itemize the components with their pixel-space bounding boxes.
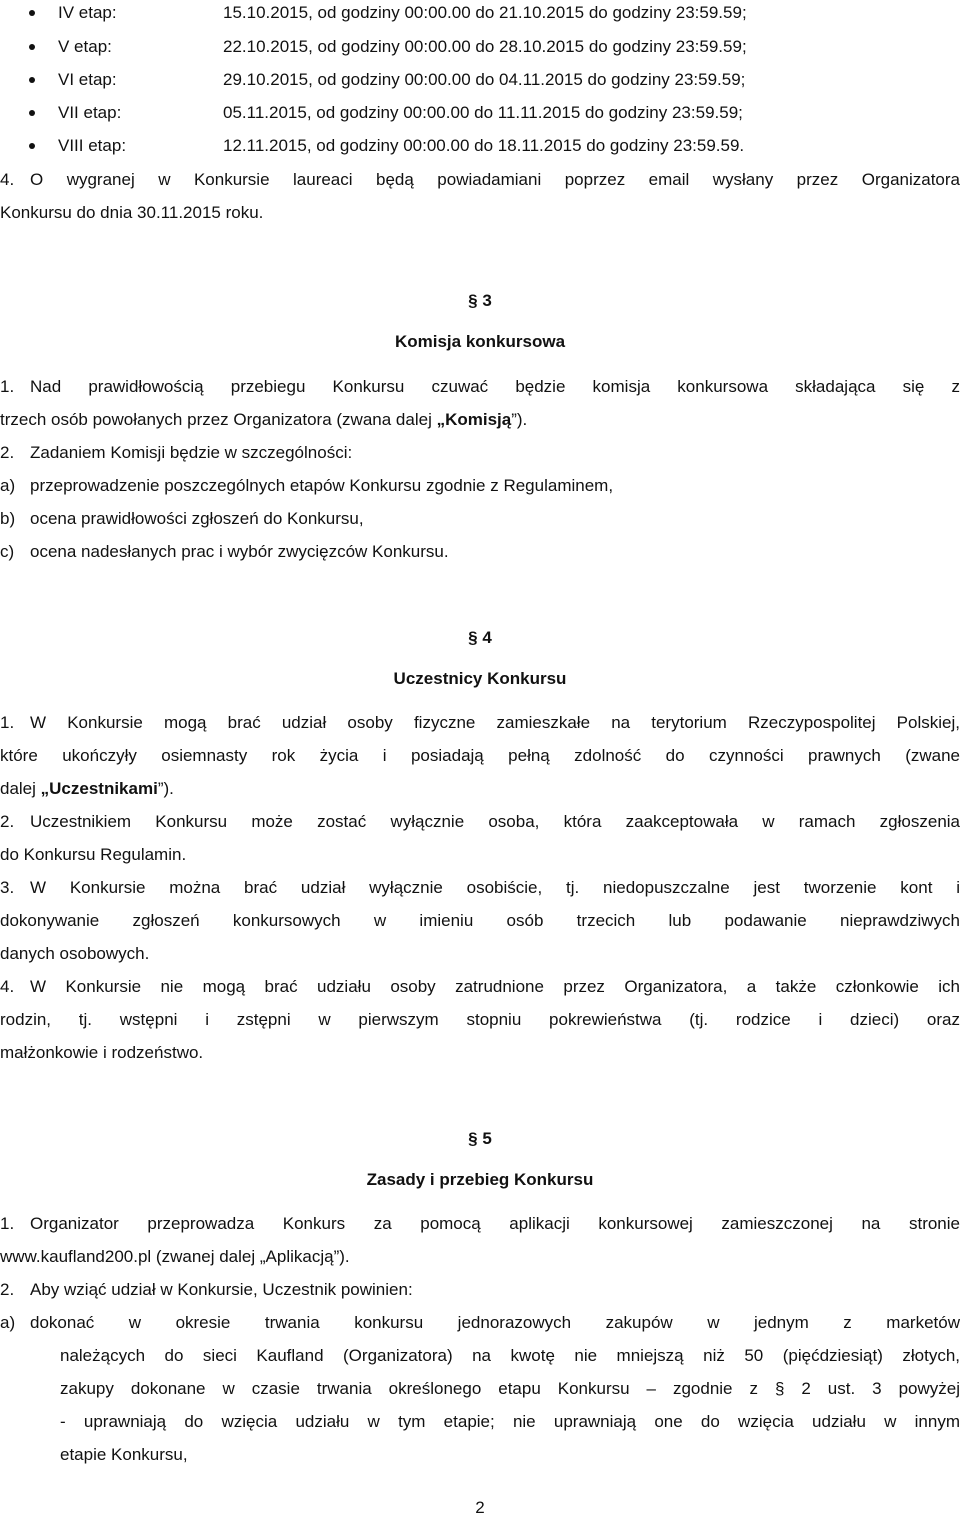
paragraph-text: Aby wziąć udział w Konkursie, Uczestnik powinien:	[30, 1280, 413, 1299]
paragraph-number: 3.	[0, 878, 15, 897]
section-symbol: § 3	[468, 291, 492, 310]
paragraph-number: 4.	[0, 977, 15, 996]
paragraph-text: Konkursu do dnia 30.11.2015 roku.	[0, 203, 264, 222]
paragraph-text: Organizator przeprowadza Konkurs za pomocą aplikacji konkursowej zamieszczonej na stronie	[30, 1214, 960, 1233]
paragraph-text: trzech osób powołanych przez Organizatora (zwana dalej	[0, 410, 437, 429]
paragraph-text: danych osobowych.	[0, 944, 150, 963]
paragraph-text: ”).	[157, 779, 174, 798]
list-item: dokonać w okresie trwania konkursu jednorazowych zakupów w jednym z marketów	[30, 1313, 960, 1332]
stage-range: 29.10.2015, od godziny 00:00.00 do 04.11.2015 do godziny 23:59.59;	[223, 70, 746, 89]
paragraph-4	[0, 163, 960, 229]
paragraph-text: które ukończyły osiemnasty rok życia i posiadają pełną zdolność do czynności prawnych (zwane	[0, 746, 960, 765]
list-item: etapie Konkursu,	[60, 1445, 188, 1464]
paragraph-text: www.kaufland200.pl (zwanej dalej „Aplikacją”).	[0, 1247, 350, 1266]
paragraph-number: 2.	[0, 1280, 15, 1299]
section-symbol: § 4	[468, 628, 492, 647]
section-5-body	[0, 1207, 960, 1471]
list-marker: b)	[0, 509, 16, 528]
list-marker: a)	[0, 1313, 16, 1332]
page-number: 2	[475, 1498, 485, 1517]
paragraph-text: Zadaniem Komisji będzie w szczególności:	[30, 443, 353, 462]
bullet-icon	[29, 10, 35, 16]
list-item: - uprawniają do wzięcia udziału w tym etapie; nie uprawniają one do wzięcia udziału w innym	[60, 1412, 960, 1431]
list-item: zakupy dokonane w czasie trwania określonego etapu Konkursu – zgodnie z § 2 ust. 3 powyżej	[60, 1379, 960, 1398]
paragraph-text: W Konkursie mogą brać udział osoby fizyczne zamieszkałe na terytorium Rzeczypospolitej Polskiej,	[30, 713, 960, 732]
section-4-body	[0, 706, 960, 1069]
paragraph-text: W Konkursie można brać udział wyłącznie osobiście, tj. niedopuszczalne jest tworzenie kont i	[30, 878, 960, 897]
bullet-icon	[29, 143, 35, 149]
paragraph-text: Uczestnikiem Konkursu może zostać wyłącznie osoba, która zaakceptowała w ramach zgłoszenia	[30, 812, 960, 831]
list-item: ocena nadesłanych prac i wybór zwycięzców Konkursu.	[30, 542, 449, 561]
paragraph-number: 1.	[0, 713, 15, 732]
stage-label: VIII etap:	[58, 136, 127, 155]
list-marker: a)	[0, 476, 16, 495]
list-item: przeprowadzenie poszczególnych etapów Konkursu zgodnie z Regulaminem,	[30, 476, 614, 495]
paragraph-text: O wygranej w Konkursie laureaci będą powiadamiani poprzez email wysłany przez Organizatora	[30, 170, 960, 189]
stage-label: IV etap:	[58, 3, 117, 22]
stage-range: 05.11.2015, od godziny 00:00.00 do 11.11.2015 do godziny 23:59.59;	[223, 103, 743, 122]
defined-term: „Uczestnikami	[40, 779, 158, 798]
defined-term: „Komisją	[436, 410, 512, 429]
list-marker: c)	[0, 542, 15, 561]
list-item: należących do sieci Kaufland (Organizatora) na kwotę nie mniejszą niż 50 (pięćdziesiąt) złotych,	[60, 1346, 960, 1365]
stage-label: VI etap:	[58, 70, 117, 89]
bullet-icon	[29, 44, 35, 50]
bullet-icon	[29, 77, 35, 83]
paragraph-text: dokonywanie zgłoszeń konkursowych w imieniu osób trzecich lub podawanie nieprawdziwych	[0, 911, 960, 930]
stage-range: 12.11.2015, od godziny 00:00.00 do 18.11.2015 do godziny 23:59.59.	[223, 136, 745, 155]
paragraph-text: małżonkowie i rodzeństwo.	[0, 1043, 204, 1062]
stage-label: V etap:	[58, 37, 112, 56]
section-title: Uczestnicy Konkursu	[393, 669, 567, 688]
paragraph-text: W Konkursie nie mogą brać udziału osoby zatrudnione przez Organizatora, a także członkowie ich	[30, 977, 960, 996]
paragraph-number: 4.	[0, 170, 15, 189]
paragraph-text: ”).	[511, 410, 528, 429]
paragraph-number: 2.	[0, 812, 15, 831]
section-title: Zasady i przebieg Konkursu	[366, 1170, 594, 1189]
paragraph-text: rodzin, tj. wstępni i zstępni w pierwszym stopniu pokrewieństwa (tj. rodzice i dzieci) oraz	[0, 1010, 960, 1029]
paragraph-number: 1.	[0, 377, 15, 396]
paragraph-text: dalej	[0, 779, 41, 798]
paragraph-text: do Konkursu Regulamin.	[0, 845, 187, 864]
paragraph-text: Nad prawidłowością przebiegu Konkursu czuwać będzie komisja konkursowa składająca się z	[30, 377, 960, 396]
list-item: ocena prawidłowości zgłoszeń do Konkursu,	[30, 509, 364, 528]
stage-range: 22.10.2015, od godziny 00:00.00 do 28.10.2015 do godziny 23:59.59;	[223, 37, 747, 56]
section-symbol: § 5	[468, 1129, 492, 1148]
paragraph-number: 2.	[0, 443, 15, 462]
section-3-body	[0, 370, 960, 568]
stage-label: VII etap:	[58, 103, 122, 122]
section-title: Komisja konkursowa	[394, 332, 566, 351]
paragraph-number: 1.	[0, 1214, 15, 1233]
stage-range: 15.10.2015, od godziny 00:00.00 do 21.10.2015 do godziny 23:59.59;	[223, 3, 747, 22]
bullet-icon	[29, 110, 35, 116]
